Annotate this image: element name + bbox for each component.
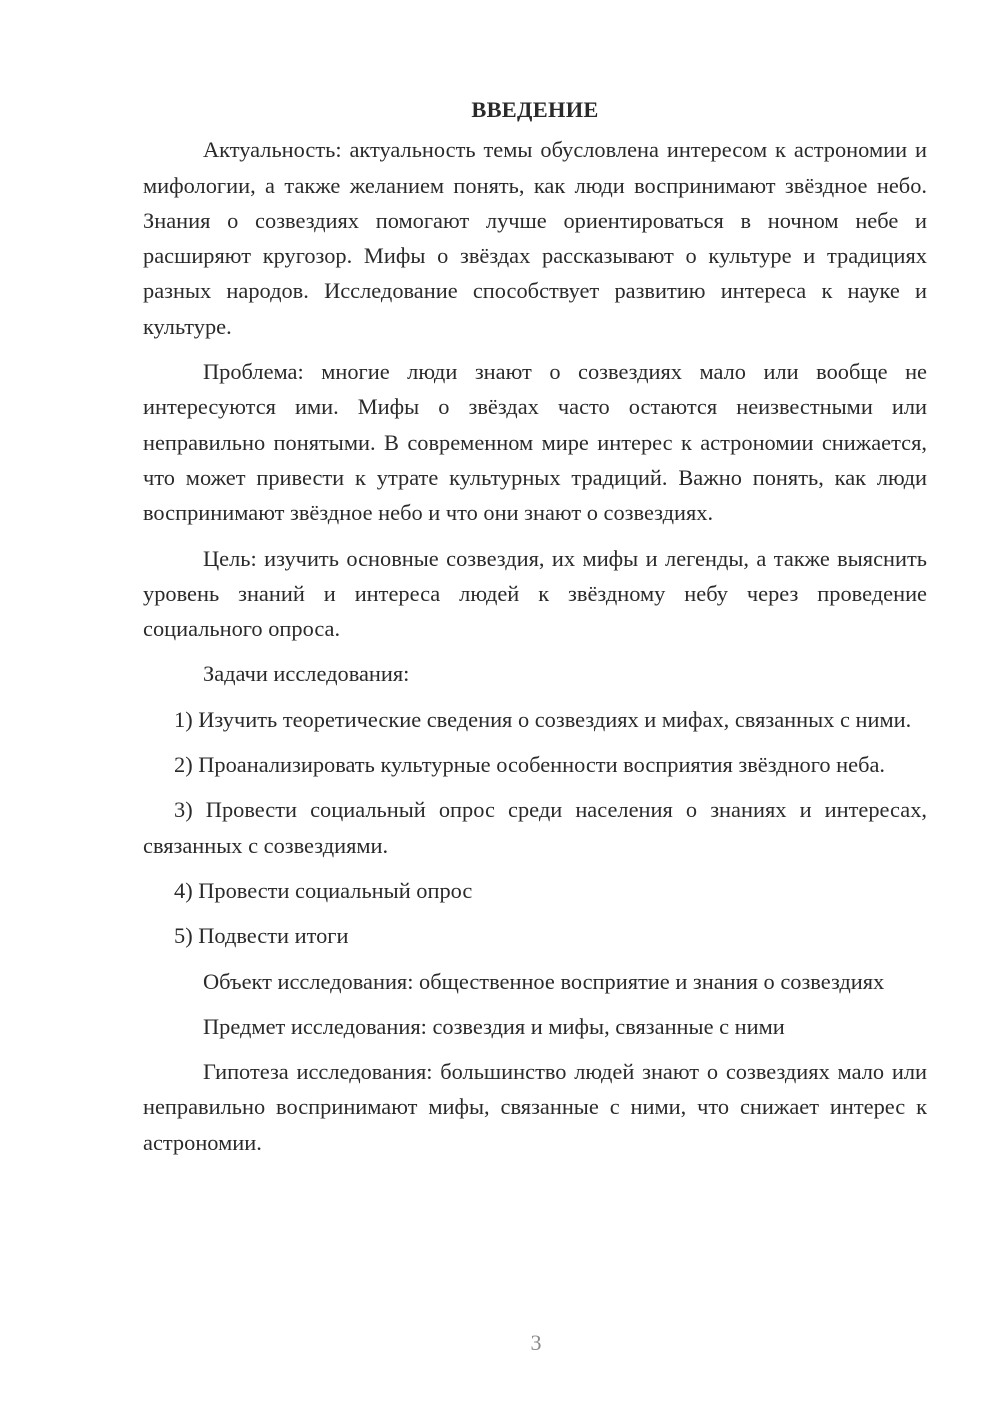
problem-paragraph: Проблема: многие люди знают о созвездиях мало или вообще не интересуются ими. Мифы о звёздах часто остаются неизвестными или неправильно понятыми. В современном мире интерес к астрономии снижается, что может привести к утрате культурных традиций. Важно понять, как люди воспринимают звёздное небо и что они знают о созвездиях. xyxy=(143,359,927,526)
task-item-3: 3) Провести социальный опрос среди населения о знаниях и интересах, связанных с созвездиями. xyxy=(143,797,927,858)
object-paragraph: Объект исследования: общественное восприятие и знания о созвездиях xyxy=(203,968,885,994)
task-item-4: 4) Провести социальный опрос xyxy=(174,877,473,903)
task-item-2: 2) Проанализировать культурные особенности восприятия звёздного неба. xyxy=(174,752,886,778)
goal-paragraph: Цель: изучить основные созвездия, их мифы и легенды, а также выяснить уровень знаний и интереса людей к звёздному небу через проведение социального опроса. xyxy=(143,545,927,642)
subject-paragraph: Предмет исследования: созвездия и мифы, связанные с ними xyxy=(203,1013,785,1039)
page-content xyxy=(143,92,927,1170)
tasks-heading: Задачи исследования: xyxy=(203,661,410,687)
relevance-paragraph: Актуальность: актуальность темы обусловлена интересом к астрономии и мифологии, а также желанием понять, как люди воспринимают звёздное небо. Знания о созвездиях помогают лучше ориентироваться в ночном небе и расширяют кругозор. Мифы о звёздах рассказывают о культуре и традициях разных народов. Исследование способствует развитию интереса к науке и культуре. xyxy=(143,137,927,339)
hypothesis-paragraph: Гипотеза исследования: большинство людей знают о созвездиях мало или неправильно воспринимают мифы, связанные с ними, что снижает интерес к астрономии. xyxy=(143,1059,927,1155)
page-title: ВВЕДЕНИЕ xyxy=(471,97,599,122)
task-item-1: 1) Изучить теоретические сведения о созвездиях и мифах, связанных с ними. xyxy=(174,706,912,732)
page-number: 3 xyxy=(530,1330,542,1355)
task-item-5: 5) Подвести итоги xyxy=(174,923,349,949)
